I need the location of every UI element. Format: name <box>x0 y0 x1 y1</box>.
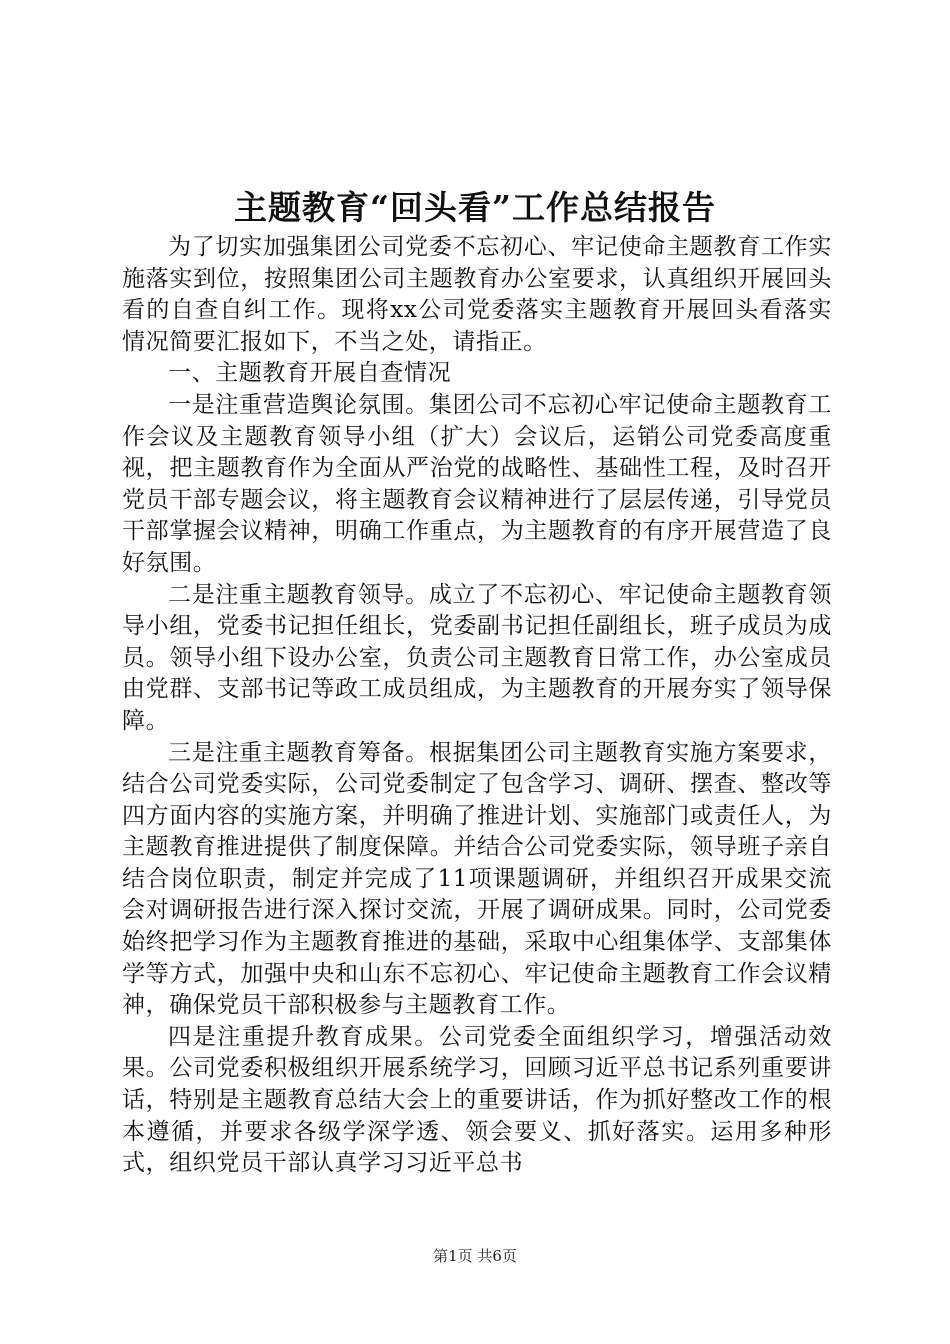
paragraph-point-3: 三是注重主题教育筹备。根据集团公司主题教育实施方案要求，结合公司党委实际，公司党委制定了包含学习、调研、摆查、整改等四方面内容的实施方案，并明确了推进计划、实施部门或责任人，为主题教育推进提供了制度保障。并结合公司党委实际，领导班子亲自结合岗位职责，制定并完成了11项课题调研，并组织召开成果交流会对调研报告进行深入探讨交流，开展了调研成果。同时，公司党委始终把学习作为主题教育推进的基础，采取中心组集体学、支部集体学等方式，加强中央和山东不忘初心、牢记使命主题教育工作会议精神，确保党员干部积极参与主题教育工作。 <box>122 739 832 1019</box>
section-heading: 一、主题教育开展自查情况 <box>168 360 452 387</box>
document-body <box>122 232 832 1180</box>
paragraph-intro: 为了切实加强集团公司党委不忘初心、牢记使命主题教育工作实施落实到位，按照集团公司主题教育办公室要求，认真组织开展回头看的自查自纠工作。现将xx公司党委落实主题教育开展回头看落实情况简要汇报如下，不当之处，请指正。 <box>122 234 832 355</box>
paragraph-point-2: 二是注重主题教育领导。成立了不忘初心、牢记使命主题教育领导小组，党委书记担任组长，党委副书记担任副组长，班子成员为成员。领导小组下设办公室，负责公司主题教育日常工作，办公室成员由党群、支部书记等政工成员组成，为主题教育的开展夯实了领导保障。 <box>122 581 832 734</box>
document-title: 主题教育“回头看”工作总结报告 <box>234 188 716 227</box>
page-number-footer: 第1页 共6页 <box>433 1247 517 1265</box>
paragraph-point-4: 四是注重提升教育成果。公司党委全面组织学习，增强活动效果。公司党委积极组织开展系统学习，回顾习近平总书记系列重要讲话，特别是主题教育总结大会上的重要讲话，作为抓好整改工作的根本遵循，并要求各级学深学透、领会要义、抓好落实。运用多种形式，组织党员干部认真学习习近平总书 <box>122 1023 832 1177</box>
paragraph-point-1: 一是注重营造舆论氛围。集团公司不忘初心牢记使命主题教育工作会议及主题教育领导小组（扩大）会议后，运销公司党委高度重视，把主题教育作为全面从严治党的战略性、基础性工程，及时召开党员干部专题会议，将主题教育会议精神进行了层层传递，引导党员干部掌握会议精神，明确工作重点，为主题教育的有序开展营造了良好氛围。 <box>122 391 832 576</box>
